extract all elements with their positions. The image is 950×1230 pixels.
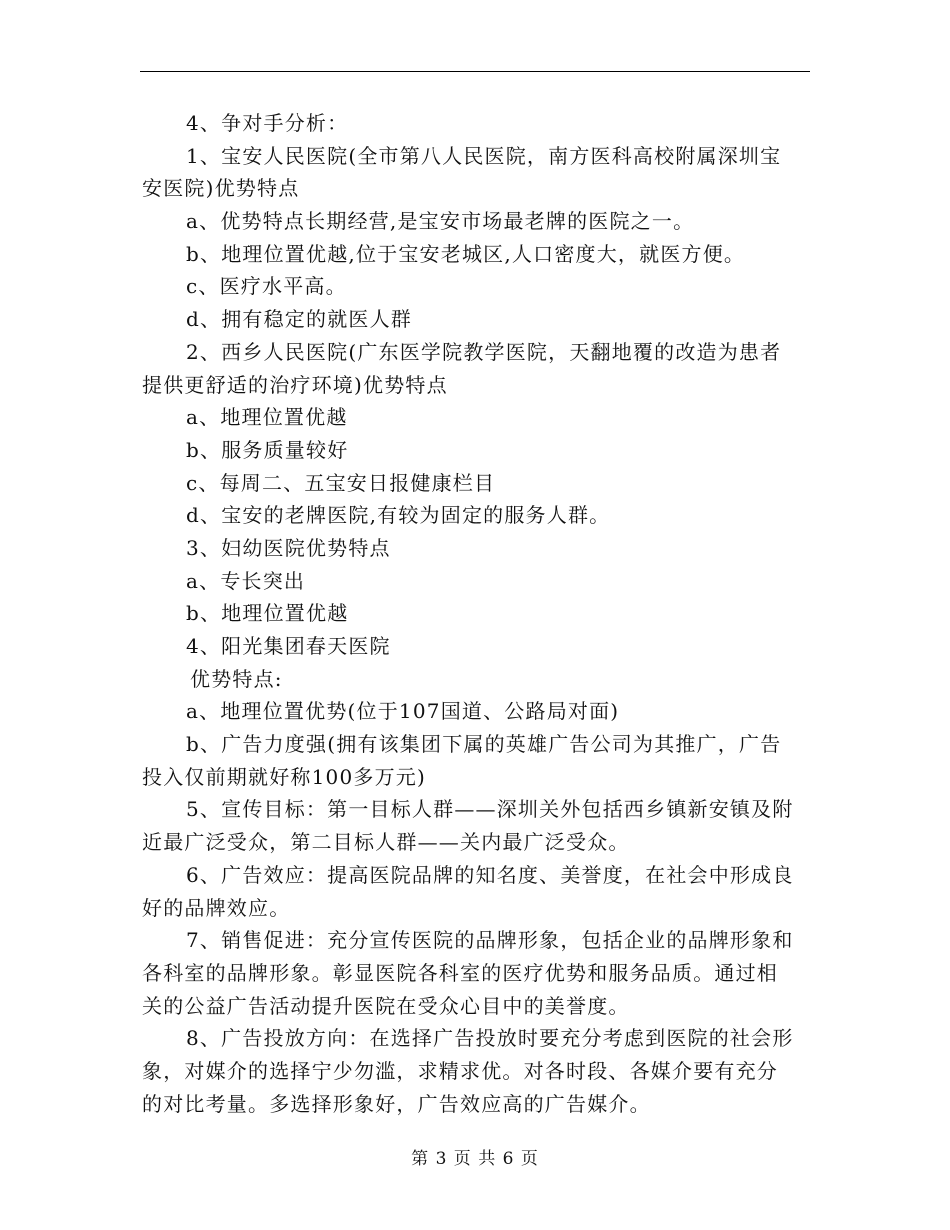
header-rule <box>140 71 810 72</box>
text-line: 各科室的品牌形象。彰显医院各科室的医疗优势和服务品质。通过相 <box>142 960 778 985</box>
text-line: 投入仅前期就好称100多万元) <box>142 764 426 789</box>
text-line: b、地理位置优越 <box>186 601 349 626</box>
text-line: d、宝安的老牌医院,有较为固定的服务人群。 <box>186 503 611 528</box>
text-line: a、地理位置优越 <box>186 405 348 430</box>
text-line: 优势特点: <box>190 666 283 691</box>
text-line: 提供更舒适的治疗环境)优势特点 <box>142 372 448 397</box>
text-line: a、优势特点长期经营,是宝安市场最老牌的医院之一。 <box>186 209 695 234</box>
text-line: 3、妇幼医院优势特点 <box>186 535 391 560</box>
page-number: 第 3 页 共 6 页 <box>411 1149 539 1169</box>
text-line: c、医疗水平高。 <box>186 274 347 299</box>
text-line: 1、宝安人民医院(全市第八人民医院，南方医科高校附属深圳宝 <box>186 143 782 168</box>
text-line: a、地理位置优势(位于107国道、公路局对面) <box>186 699 620 724</box>
text-line: 好的品牌效应。 <box>142 895 291 920</box>
text-line: 象，对媒介的选择宁少勿滥，求精求优。对各时段、各媒介要有充分 <box>142 1058 778 1083</box>
text-line: 8、广告投放方向：在选择广告投放时要充分考虑到医院的社会形 <box>186 1026 794 1051</box>
text-line: 关的公益广告活动提升医院在受众心目中的美誉度。 <box>142 993 630 1018</box>
text-line: c、每周二、五宝安日报健康栏目 <box>186 470 496 495</box>
text-line: 6、广告效应：提高医院品牌的知名度、美誉度，在社会中形成良 <box>186 862 794 887</box>
text-line: 2、西乡人民医院(广东医学院教学医院，天翻地覆的改造为患者 <box>186 339 782 364</box>
text-line: 近最广泛受众，第二目标人群——关内最广泛受众。 <box>142 830 630 855</box>
text-line: b、地理位置优越,位于宝安老城区,人口密度大，就医方便。 <box>186 241 746 266</box>
text-line: 4、争对手分析： <box>186 111 349 135</box>
text-line: a、专长突出 <box>186 568 306 593</box>
text-line: 5、宣传目标：第一目标人群——深圳关外包括西乡镇新安镇及附 <box>186 797 794 822</box>
text-line: 7、销售促进：充分宣传医院的品牌形象，包括企业的品牌形象和 <box>186 928 794 953</box>
text-line: 的对比考量。多选择形象好，广告效应高的广告媒介。 <box>142 1091 651 1116</box>
page-footer <box>0 1148 950 1170</box>
text-line: 4、阳光集团春天医院 <box>186 634 391 658</box>
text-line: b、广告力度强(拥有该集团下属的英雄广告公司为其推广，广告 <box>186 732 782 757</box>
document-body <box>142 107 810 1120</box>
text-line: b、服务质量较好 <box>186 437 349 462</box>
text-line: d、拥有稳定的就医人群 <box>186 307 413 332</box>
text-line: 安医院)优势特点 <box>142 176 300 201</box>
